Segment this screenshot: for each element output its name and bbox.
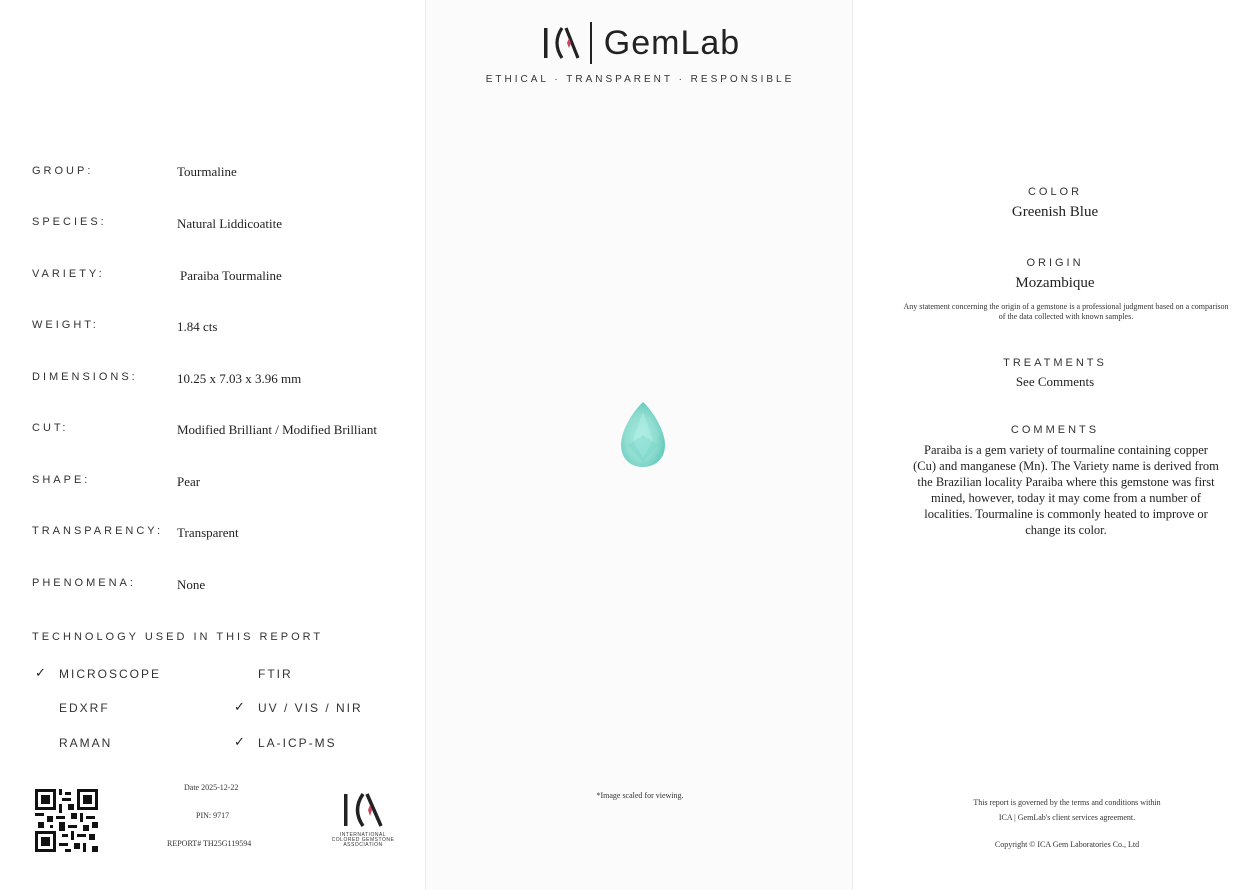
weight-value: 1.84 cts xyxy=(177,319,218,334)
transparency-value: Transparent xyxy=(177,525,239,540)
copyright: Copyright © ICA Gem Laboratories Co., Ltd xyxy=(994,840,1140,849)
comments-text: Paraiba is a gem variety of tourmaline containing copper (Cu) and manganese (Mn). The Variety name is derived from the Brazilian locality Paraiba where this gemstone was first mined, however, today it may come from a number of localities. Tourmaline is commonly heated to improve or change its color. xyxy=(913,443,1219,537)
qr-code xyxy=(35,789,98,852)
comments-label: COMMENTS xyxy=(1010,424,1100,436)
group-value: Tourmaline xyxy=(177,164,237,179)
tech-ftir: FTIR xyxy=(258,667,293,681)
shape-label: SHAPE: xyxy=(32,474,91,486)
report-date: Date 2025-12-22 xyxy=(184,783,239,792)
transparency-label: TRANSPARENCY: xyxy=(32,525,164,537)
color-label: COLOR xyxy=(1027,186,1083,198)
ica-logo-icon xyxy=(341,790,385,828)
species-value: Natural Liddicoatite xyxy=(177,216,283,231)
origin-value: Mozambique xyxy=(1015,275,1095,291)
phenomena-label: PHENOMENA: xyxy=(32,577,136,589)
details-panel xyxy=(0,0,425,890)
tech-la-icp-ms: LA-ICP-MS xyxy=(258,736,337,750)
terms-line-2: ICA | GemLab's client services agreement. xyxy=(998,813,1136,822)
image-panel xyxy=(425,0,853,890)
image-note: *Image scaled for viewing. xyxy=(596,791,684,800)
gemstone-image xyxy=(618,400,668,470)
report-pin: PIN: 9717 xyxy=(196,811,230,820)
report-number: REPORT# TH25G119594 xyxy=(167,839,252,848)
assessment-panel xyxy=(853,0,1257,890)
tagline: ETHICAL · TRANSPARENT · RESPONSIBLE xyxy=(485,74,795,85)
weight-label: WEIGHT: xyxy=(32,319,99,331)
check-icon: ✓ xyxy=(234,735,245,750)
phenomena-value: None xyxy=(177,577,206,592)
tech-uv-vis-nir: UV / VIS / NIR xyxy=(258,701,363,715)
dimensions-value: 10.25 x 7.03 x 3.96 mm xyxy=(177,371,302,386)
species-label: SPECIES: xyxy=(32,216,107,228)
group-label: GROUP: xyxy=(32,165,94,177)
gemlab-logo xyxy=(426,22,854,64)
check-icon: ✓ xyxy=(35,666,46,681)
association-name: INTERNATIONAL COLORED GEMSTONE ASSOCIATION xyxy=(331,832,395,848)
treatments-value: See Comments xyxy=(1015,374,1095,389)
variety-value: Paraiba Tourmaline xyxy=(180,268,282,283)
color-value: Greenish Blue xyxy=(1011,204,1099,220)
dimensions-label: DIMENSIONS: xyxy=(32,371,138,383)
ica-association-logo xyxy=(328,790,398,848)
cut-value: Modified Brilliant / Modified Brilliant xyxy=(177,422,378,437)
check-icon: ✓ xyxy=(234,700,245,715)
cut-label: CUT: xyxy=(32,422,69,434)
tech-edxrf: EDXRF xyxy=(59,701,110,715)
origin-label: ORIGIN xyxy=(1026,257,1084,269)
technology-title: TECHNOLOGY USED IN THIS REPORT xyxy=(32,631,324,643)
variety-label: VARIETY: xyxy=(32,268,105,280)
treatments-label: TREATMENTS xyxy=(1003,357,1107,369)
origin-note: Any statement concerning the origin of a gemstone is a professional judgment based on a comparison of the data collected with known samples. xyxy=(903,302,1229,321)
shape-value: Pear xyxy=(177,474,201,489)
terms-line-1: This report is governed by the terms and conditions within xyxy=(973,798,1161,807)
ica-mark-icon xyxy=(540,22,600,64)
tech-raman: RAMAN xyxy=(59,736,113,750)
tech-microscope: MICROSCOPE xyxy=(59,667,162,681)
brand-name: GemLab xyxy=(603,23,741,62)
